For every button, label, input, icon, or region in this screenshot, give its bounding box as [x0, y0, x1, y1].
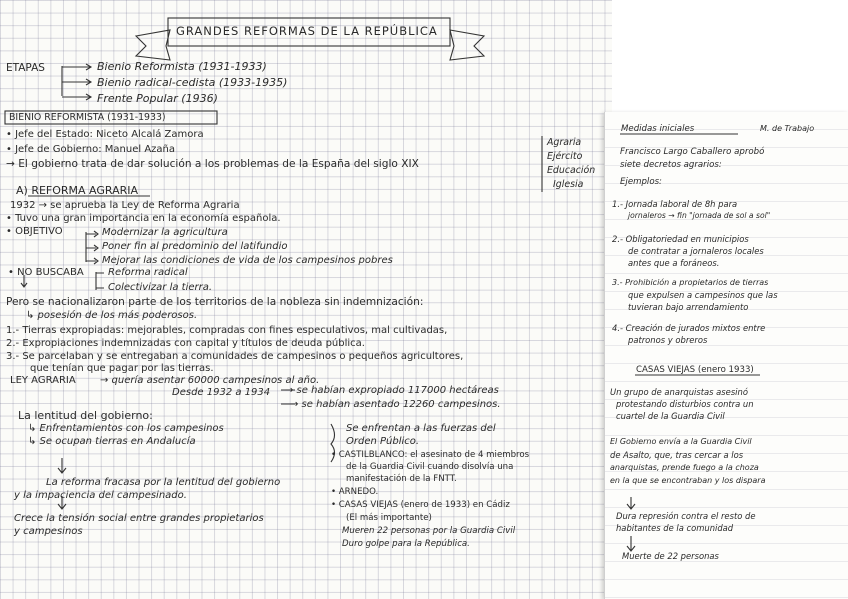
arnedo-line: • ARNEDO. — [331, 487, 379, 497]
etapa-item: Frente Popular (1936) — [97, 92, 218, 105]
objetivo-label: • OBJETIVO — [6, 226, 63, 237]
casas-viejas-line: • CASAS VIEJAS (enero de 1933) en Cádiz — [331, 500, 510, 510]
casas-viejas-line: Duro golpe para la República. — [342, 539, 470, 549]
casas-viejas-heading: CASAS VIEJAS (enero 1933) — [636, 365, 754, 375]
casas-viejas-text: Un grupo de anarquistas asesinó — [610, 387, 748, 397]
ley-agraria-hectareas: → se habían expropiado 117000 hectáreas — [285, 385, 499, 396]
orden-line: Se enfrentan a las fuerzas del — [346, 423, 496, 434]
reforma-heading: A) REFORMA AGRARIA — [16, 184, 139, 197]
medida-item: 3.- Prohibición a propietarios de tierras — [612, 278, 769, 287]
lentitud-fracasa-2: y la impaciencia del campesinado. — [14, 490, 187, 501]
casas-viejas-line: Mueren 22 personas por la Guardia Civil — [342, 526, 516, 536]
medidas-intro: Francisco Largo Caballero aprobó — [620, 147, 765, 157]
no-buscaba-item: Reforma radical — [108, 267, 188, 278]
medidas-intro: siete decretos agrarios: — [620, 160, 722, 170]
ley-agraria-asentados: → se habían asentado 12260 campesinos. — [290, 399, 501, 410]
ley-agraria-line: → quería asentar 60000 campesinos al año. — [100, 375, 320, 386]
lentitud-tension: Crece la tensión social entre grandes propietarios — [14, 513, 264, 524]
lentitud-tension-2: y campesinos — [14, 526, 83, 537]
problema-item: Iglesia — [553, 179, 584, 190]
problema-item: Agraria — [547, 137, 582, 148]
casas-viejas-text: Dura represión contra el resto de — [616, 511, 756, 521]
objetivo-item: Modernizar la agricultura — [102, 227, 228, 238]
etapa-item: Bienio radical-cedista (1933-1935) — [97, 76, 288, 89]
medida-item: patronos y obreros — [628, 335, 708, 345]
gobierno-line: → El gobierno trata de dar solución a los problemas de la España del siglo XIX — [6, 158, 419, 170]
nacionalizacion-sub: ↳ posesión de los más poderosos. — [26, 310, 198, 321]
reforma-item-3b: que tenían que pagar por las tierras. — [30, 363, 214, 374]
medidas-heading: Medidas iniciales — [621, 124, 695, 134]
banner-right-ribbon — [450, 30, 484, 60]
casas-viejas-text: El Gobierno envía a la Guardia Civil — [610, 437, 752, 446]
castilblanco-line: de la Guardia Civil cuando disolvía una — [346, 462, 514, 472]
lentitud-item: ↳ Enfrentamientos con los campesinos — [28, 423, 224, 434]
down-arrow-1 — [58, 458, 66, 473]
casas-viejas-text: de Asalto, que, tras cercar a los — [610, 450, 744, 460]
medida-item: antes que a foráneos. — [628, 258, 720, 268]
castilblanco-line: • CASTILBLANCO: el asesinato de 4 miembros — [331, 450, 530, 460]
casas-viejas-text: anarquistas, prende fuego a la choza — [610, 463, 759, 472]
casas-viejas-text: en la que se encontraban y los dispara — [610, 476, 766, 485]
reforma-item-3a: 3.- Se parcelaban y se entregaban a comunidades de campesinos o pequeños agricultores, — [6, 351, 464, 362]
no-buscaba-label: • NO BUSCABA — [8, 267, 84, 278]
jefe-estado: • Jefe del Estado: Niceto Alcalá Zamora — [6, 129, 204, 140]
medida-item: 4.- Creación de jurados mixtos entre — [612, 323, 766, 333]
castilblanco-line: manifestación de la FNTT. — [346, 474, 457, 484]
casas-viejas-text: protestando disturbios contra un — [616, 399, 754, 409]
bienio-heading: BIENIO REFORMISTA (1931-1933) — [9, 112, 166, 123]
medidas-subhead: M. de Trabajo — [760, 124, 815, 133]
nacionalizacion-line: Pero se nacionalizaron parte de los territorios de la nobleza sin indemnización: — [6, 296, 424, 308]
objetivo-item: Poner fin al predominio del latifundio — [102, 241, 288, 252]
no-buscaba-item: Colectivizar la tierra. — [108, 282, 213, 293]
reforma-item-2: 2.- Expropiaciones indemnizadas con capital y títulos de deuda pública. — [6, 338, 365, 349]
casas-viejas-text: cuartel de la Guardia Civil — [616, 411, 725, 421]
reforma-ley: 1932 → se aprueba la Ley de Reforma Agraria — [10, 200, 240, 211]
medida-item: de contratar a jornaleros locales — [628, 246, 764, 256]
problema-item: Ejército — [547, 151, 583, 162]
ley-agraria-label: LEY AGRARIA — [10, 375, 76, 386]
medida-item: jornaleros → fin "jornada de sol a sol" — [628, 211, 771, 220]
lentitud-heading: La lentitud del gobierno: — [18, 409, 153, 422]
reforma-item-1: 1.- Tierras expropiadas: mejorables, compradas con fines especulativos, mal cultivadas, — [6, 325, 448, 336]
etapas-label: ETAPAS — [6, 62, 45, 74]
reforma-importancia: • Tuvo una gran importancia en la economía española. — [6, 213, 281, 224]
lentitud-item: ↳ Se ocupan tierras en Andalucía — [28, 436, 196, 447]
banner-left-ribbon — [136, 30, 170, 60]
objetivo-item: Mejorar las condiciones de vida de los campesinos pobres — [102, 255, 393, 266]
medida-item: 2.- Obligatoriedad en municipios — [612, 234, 749, 244]
medida-item: 1.- Jornada laboral de 8h para — [612, 199, 738, 209]
casas-viejas-text: habitantes de la comunidad — [616, 523, 734, 533]
ley-agraria-desde: Desde 1932 a 1934 — [172, 387, 271, 398]
orden-line: Orden Público. — [346, 436, 420, 447]
medida-item: tuvieran bajo arrendamiento — [628, 302, 749, 312]
problema-item: Educación — [547, 165, 596, 176]
medidas-ejemplos: Ejemplos: — [620, 177, 662, 187]
medida-item: que expulsen a campesinos que las — [628, 290, 778, 300]
jefe-gobierno: • Jefe de Gobierno: Manuel Azaña — [6, 144, 176, 155]
lentitud-fracasa: La reforma fracasa por la lentitud del gobierno — [46, 477, 281, 488]
page-title: GRANDES REFORMAS DE LA REPÚBLICA — [176, 24, 438, 38]
casas-viejas-text: Muerte de 22 personas — [622, 551, 719, 561]
etapa-item: Bienio Reformista (1931-1933) — [97, 60, 267, 73]
casas-viejas-line: (El más importante) — [346, 513, 432, 523]
